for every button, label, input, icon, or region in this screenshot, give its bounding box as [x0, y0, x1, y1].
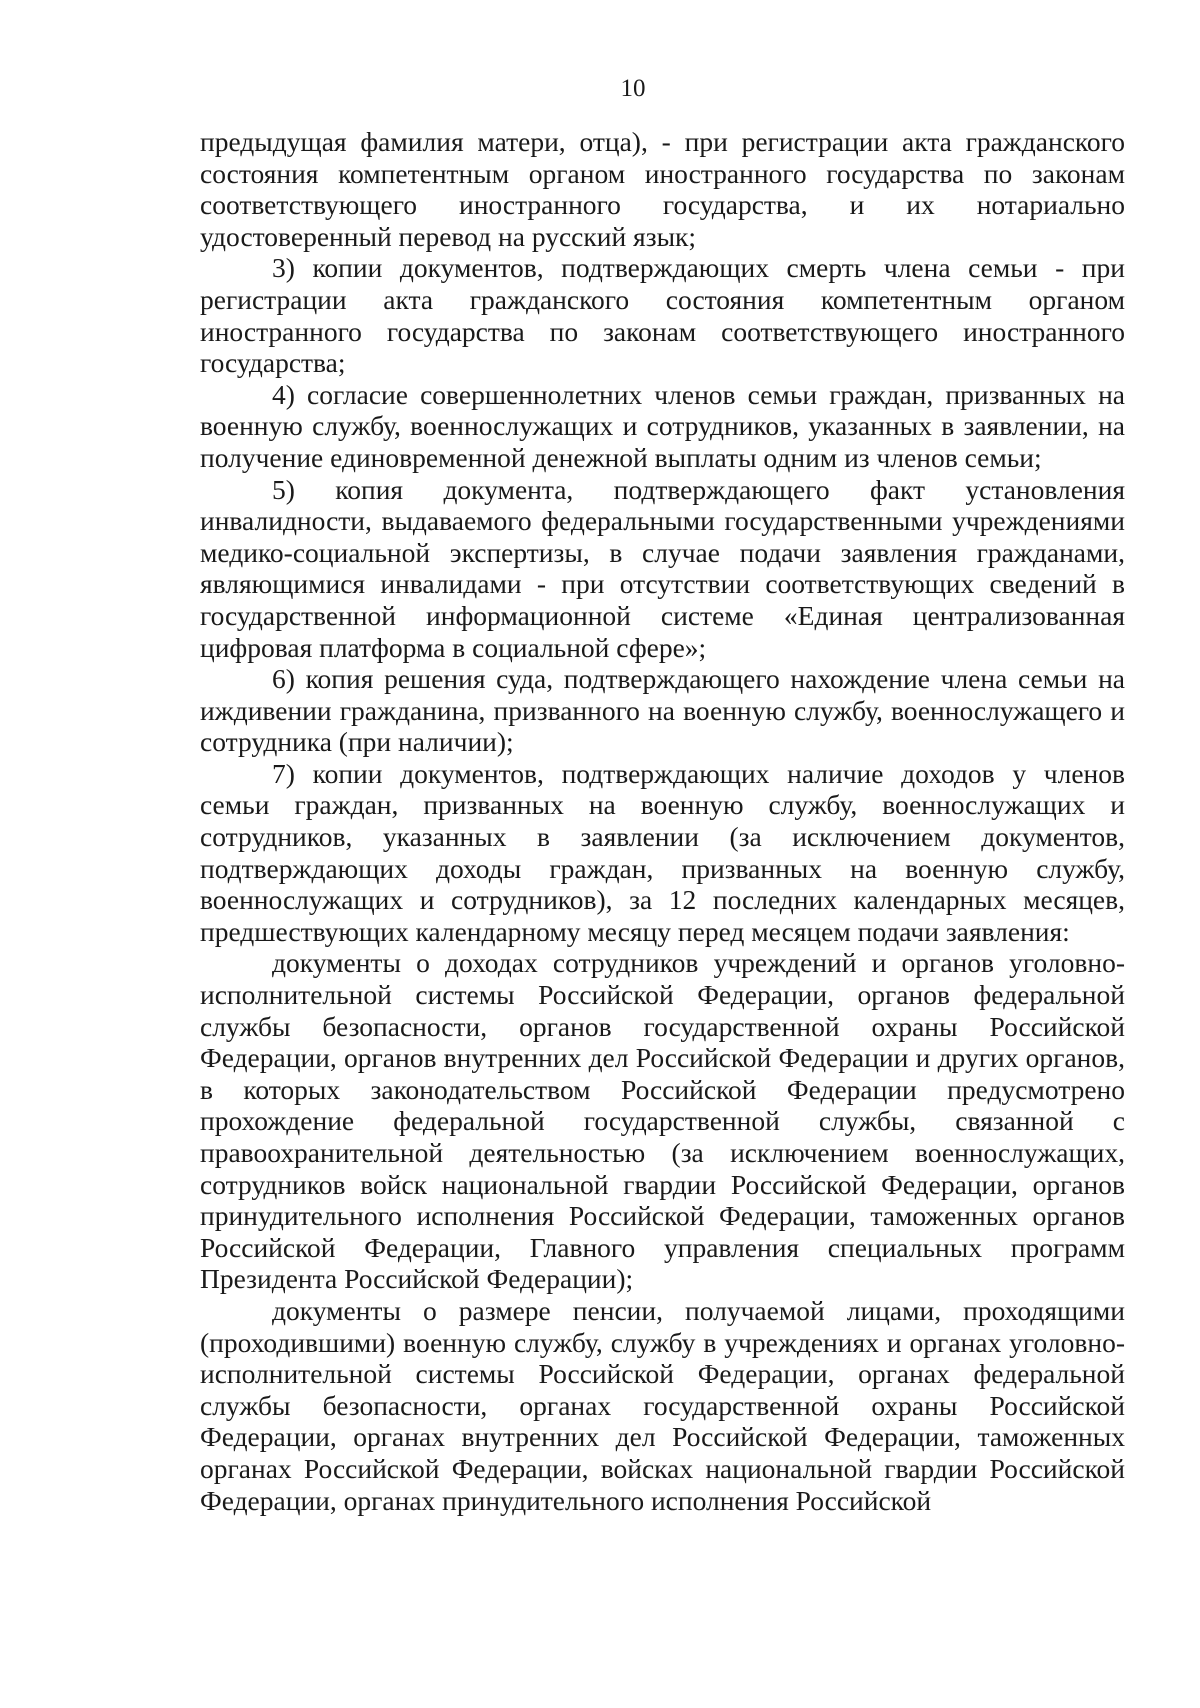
paragraph-income-documents: документы о доходах сотрудников учреждений и органов уголовно-исполнительной системы Российской Федерации, органов федеральной службы безопасности, органов государственной охраны Российской Федерации, органов внутренних дел Российской Федерации и других органов, в которых законодательством Российской Федерации предусмотрено прохождение федеральной государственной службы, связанной с правоохранительной деятельностью (за исключением военнослужащих, сотрудников войск национальной гвардии Российской Федерации, органов принудительного исполнения Российской Федерации, таможенных органов Российской Федерации, Главного управления специальных программ Президента Российской Федерации); — [200, 947, 1125, 1295]
list-item-4: 4) согласие совершеннолетних членов семьи граждан, призванных на военную службу, военнослужащих и сотрудников, указанных в заявлении, на получение единовременной денежной выплаты одним из членов семьи; — [200, 378, 1125, 473]
list-item-7: 7) копии документов, подтверждающих наличие доходов у членов семьи граждан, призванных на военную службу, военнослужащих и сотрудников, указанных в заявлении (за исключением документов, подтверждающих доходы граждан, призванных на военную службу, военнослужащих и сотрудников), за 12 последних календарных месяцев, предшествующих календарному месяцу перед месяцем подачи заявления: — [200, 757, 1125, 947]
paragraph-pension-documents: документы о размере пенсии, получаемой лицами, проходящими (проходившими) военную службу, службу в учреждениях и органах уголовно-исполнительной системы Российской Федерации, органах федеральной службы безопасности, органах государственной охраны Российской Федерации, органах внутренних дел Российской Федерации, таможенных органах Российской Федерации, войсках национальной гвардии Российской Федерации, органах принудительного исполнения Российской — [200, 1294, 1125, 1516]
list-item-5: 5) копия документа, подтверждающего факт установления инвалидности, выдаваемого федеральными государственными учреждениями медико-социальной экспертизы, в случае подачи заявления гражданами, являющимися инвалидами - при отсутствии соответствующих сведений в государственной информационной системе «Единая централизованная цифровая платформа в социальной сфере»; — [200, 473, 1125, 663]
list-item-6: 6) копия решения суда, подтверждающего нахождение члена семьи на иждивении гражданина, призванного на военную службу, военнослужащего и сотрудника (при наличии); — [200, 663, 1125, 758]
paragraph-continuation: предыдущая фамилия матери, отца), - при регистрации акта гражданского состояния компетентным органом иностранного государства по законам соответствующего иностранного государства, и их нотариально удостоверенный перевод на русский язык; — [200, 126, 1125, 252]
list-item-3: 3) копии документов, подтверждающих смерть члена семьи - при регистрации акта гражданского состояния компетентным органом иностранного государства по законам соответствующего иностранного государства; — [200, 252, 1125, 379]
document-body — [200, 126, 1125, 1516]
page-number: 10 — [620, 75, 646, 102]
